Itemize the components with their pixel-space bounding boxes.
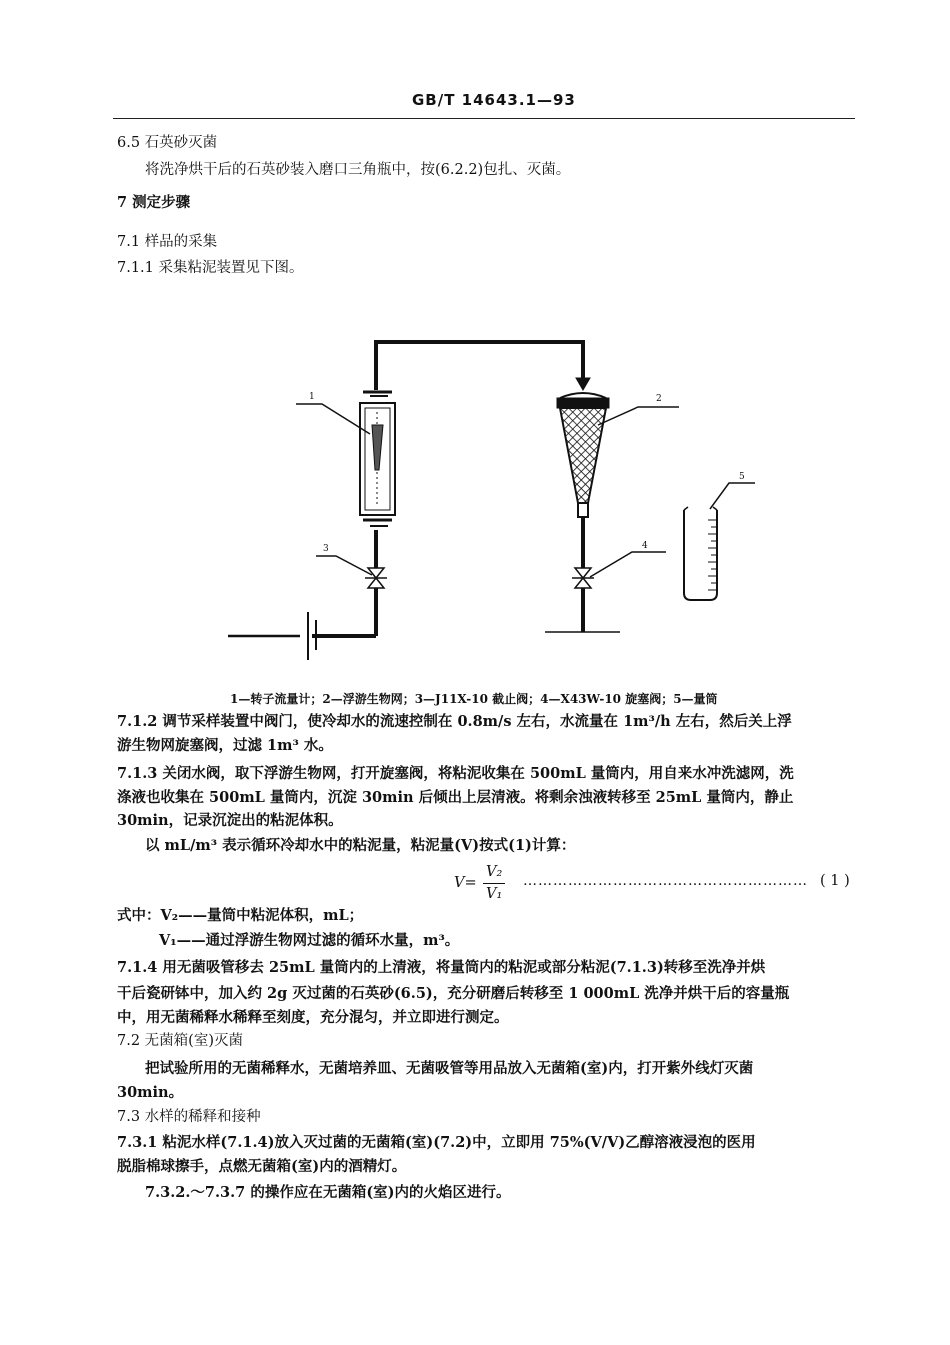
plug-valve [572,568,594,588]
para-7-1-4-line2: 干后瓷研钵中，加入约 2g 灭过菌的石英砂(6.5)，充分研磨后转移至 1 000mL 洗净并烘干后的容量瓶 [117,985,790,1002]
para-7-1-3-line1: 7.1.3 关闭水阀，取下浮游生物网，打开旋塞阀，将粘泥收集在 500mL 量筒内，用自来水冲洗滤网，洗 [117,765,794,782]
inlet-pipe [228,530,376,660]
connecting-pipe [376,342,583,390]
formula-leader-dots: ………………………………………………… [523,873,808,889]
where-v1: V₁——通过浮游生物网过滤的循环水量，m³。 [159,932,460,949]
formula-number: ( 1 ) [820,873,850,889]
para-7-1-3-line2: 涤液也收集在 500mL 量筒内，沉淀 30min 后倾出上层清液。将剩余浊液转移至 25mL 量筒内，静止 [117,789,794,806]
plankton-net [545,378,620,632]
section-7-1-1: 7.1.1 采集粘泥装置见下图。 [117,260,304,276]
label-3: 3 [323,544,329,554]
shutoff-valve [365,568,387,588]
para-7-3-1-line1: 7.3.1 粘泥水样(7.1.4)放入灭过菌的无菌箱(室)(7.2)中，立即用 75%(V/V)乙醇溶液浸泡的医用 [117,1134,756,1151]
figure-caption: 1—转子流量计；2—浮游生物网；3—J11X-10 截止阀；4—X43W-10 旋塞阀；5—量筒 [230,692,718,706]
standard-code-header: GB/T 14643.1—93 [412,91,576,109]
section-6-5-body: 将洗净烘干后的石英砂装入磨口三角瓶中，按(6.2.2)包扎、灭菌。 [145,162,571,178]
para-7-3-note: 7.3.2.～7.3.7 的操作应在无菌箱(室)内的火焰区进行。 [145,1184,511,1201]
rotameter [360,392,395,526]
para-7-1-3-line3: 30min，记录沉淀出的粘泥体积。 [117,812,343,829]
para-7-3-1-line2: 脱脂棉球擦手，点燃无菌箱(室)内的酒精灯。 [117,1158,407,1175]
formula-lhs: V= [454,875,477,891]
label-5: 5 [739,472,745,482]
para-7-1-2-line1: 7.1.2 调节采样装置中阀门，使冷却水的流速控制在 0.8m/s 左右，水流量在 1m³/h 左右，然后关上浮 [117,713,792,730]
para-7-2-line1: 把试验所用的无菌稀释水，无菌培养皿、无菌吸管等用品放入无菌箱(室)内，打开紫外线灯灭菌 [145,1060,754,1077]
formula-numerator: V₂ [486,864,503,880]
section-7-1-title: 7.1 样品的采集 [117,234,218,250]
section-7-2-title: 7.2 无菌箱(室)灭菌 [117,1033,243,1049]
section-6-5-title: 6.5 石英砂灭菌 [117,135,218,151]
label-1: 1 [309,392,315,402]
formula-intro: 以 mL/m³ 表示循环冷却水中的粘泥量，粘泥量(V)按式(1)计算： [145,837,576,854]
formula-denominator: V₁ [486,886,503,902]
para-7-1-4-line3: 中，用无菌稀释水稀释至刻度，充分混匀，并立即进行测定。 [117,1009,509,1026]
measuring-cylinder [684,507,717,600]
para-7-2-line2: 30min。 [117,1084,184,1101]
label-2: 2 [656,394,662,404]
fraction-bar [483,883,505,884]
label-4: 4 [642,541,648,551]
section-7-3-title: 7.3 水样的稀释和接种 [117,1109,261,1125]
para-7-1-2-line2: 游生物网旋塞阀，过滤 1m³ 水。 [117,737,333,754]
para-7-1-4-line1: 7.1.4 用无菌吸管移去 25mL 量筒内的上清液，将量筒内的粘泥或部分粘泥(7.1.3)转移至洗净并烘 [117,959,766,976]
section-7-title: 7 测定步骤 [117,194,191,211]
where-v2: 式中：V₂——量筒中粘泥体积，mL； [117,907,364,924]
